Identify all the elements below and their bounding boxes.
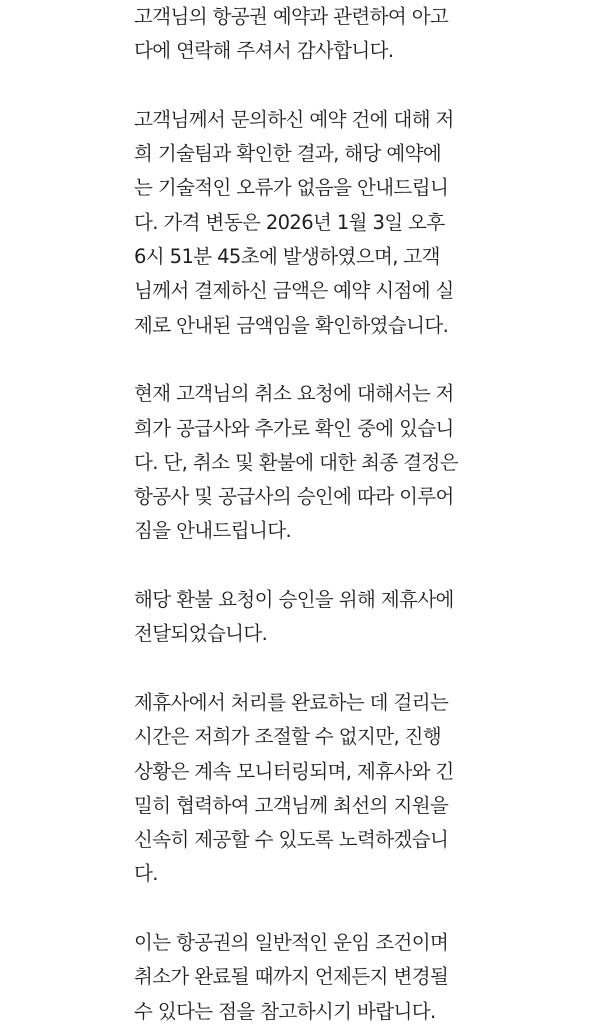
message-line: 상황은 계속 모니터링되며, 제휴사와 긴 bbox=[134, 759, 454, 783]
message-line: 해당 환불 요청이 승인을 위해 제휴사에 bbox=[134, 588, 454, 612]
message-line: 이는 항공권의 일반적인 운임 조건이며 bbox=[134, 931, 449, 955]
message-body bbox=[134, 0, 474, 1029]
message-line: 다에 연락해 주셔서 감사합니다. bbox=[134, 39, 394, 63]
paragraph-thanks bbox=[134, 0, 474, 69]
message-line: 님께서 결제하신 금액은 예약 시점에 실 bbox=[134, 279, 454, 303]
message-line: 밀히 협력하여 고객님께 최선의 지원을 bbox=[134, 793, 449, 817]
message-line: 는 기술적인 오류가 없음을 안내드립니 bbox=[134, 176, 449, 200]
paragraph-refund-forwarded bbox=[134, 583, 474, 652]
message-line: 짐을 안내드립니다. bbox=[134, 519, 292, 543]
message-line: 고객님께서 문의하신 예약 건에 대해 저 bbox=[134, 107, 454, 131]
message-line: 현재 고객님의 취소 요청에 대해서는 저 bbox=[134, 382, 454, 406]
message-line: 다. 가격 변동은 2026년 1월 3일 오후 bbox=[134, 210, 445, 234]
paragraph-fare-conditions bbox=[134, 926, 474, 1029]
message-line: 제로 안내된 금액임을 확인하였습니다. bbox=[134, 313, 449, 337]
message-line: 다. 단, 취소 및 환불에 대한 최종 결정은 bbox=[134, 450, 458, 474]
paragraph-cancellation-status bbox=[134, 377, 474, 548]
message-line: 전달되었습니다. bbox=[134, 622, 268, 646]
message-line: 취소가 완료될 때까지 언제든지 변경될 bbox=[134, 965, 449, 989]
message-line: 수 있다는 점을 참고하시기 바랍니다. bbox=[134, 999, 436, 1023]
message-line: 다. bbox=[134, 862, 158, 886]
message-line: 고객님의 항공권 예약과 관련하여 아고 bbox=[134, 5, 449, 28]
message-line: 제휴사에서 처리를 완료하는 데 걸리는 bbox=[134, 690, 449, 714]
message-line: 시간은 저희가 조절할 수 없지만, 진행 bbox=[134, 725, 442, 749]
message-line: 6시 51분 45초에 발생하였으며, 고객 bbox=[134, 245, 440, 269]
message-line: 희 기술팀과 확인한 결과, 해당 예약에 bbox=[134, 142, 442, 166]
paragraph-technical-review bbox=[134, 103, 474, 343]
paragraph-processing-time bbox=[134, 686, 474, 892]
message-line: 항공사 및 공급사의 승인에 따라 이루어 bbox=[134, 485, 454, 509]
message-line: 신속히 제공할 수 있도록 노력하겠습니 bbox=[134, 828, 449, 852]
message-line: 희가 공급사와 추가로 확인 중에 있습니 bbox=[134, 416, 454, 440]
